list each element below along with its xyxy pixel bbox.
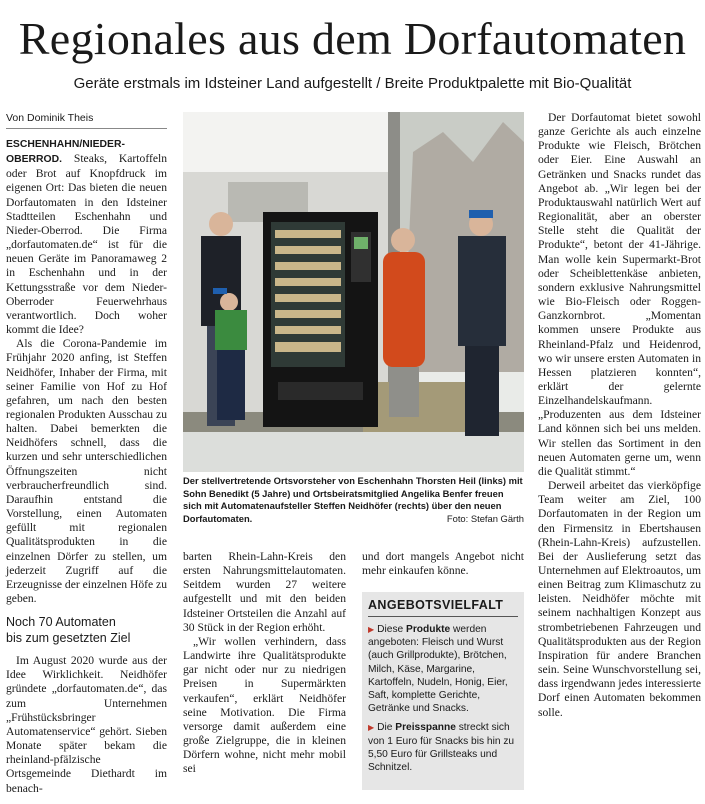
caption-text: Der stellvertretende Ortsvorsteher von Eschenhahn Thorsten Heil (links) mit Sohn Benedikt (5 Jahre) und Ortsbeiratsmitglied Angelika Benfer freuen sich mit Automatenaufsteller Steffen Neidhöfer (rechts) über den neuen Dorfautomaten. [183, 475, 523, 524]
column-2 [183, 550, 346, 777]
column-3 [362, 550, 524, 578]
info-item-2-text: streckt sich von 1 Euro für Snacks bis hin zu 5,50 Euro für Grillsteaks und Schnitzel. [368, 722, 515, 774]
subhead-line-2: bis zum gesetzten Ziel [6, 631, 131, 646]
col1-paragraph-1: Steaks, Kartoffeln oder Brot auf Knopfdruck im eigenen Ort: Das bieten die neuen Dorfautomaten in den Idsteiner Stadtteilen Eschenhahn und Nieder-Oberrod. Die Firma „dorfautomaten.de“ ist für die neuen Geräte im Panoramaweg 2 in Eschenhahn und in der Kettungsstraße vor dem Nieder-Oberroder Feuerwehrhaus verantwortlich. Doch woher kommt die Idee? [6, 152, 167, 337]
col2-paragraph-1: barten Rhein-Lahn-Kreis den ersten Nahrungsmittelautomaten. Seitdem wurden 27 weitere aufgestellt und mit den beiden Idsteiner Ortsteilen die Anzahl auf 30 Stück in der Region erhöht. [183, 550, 346, 634]
dateline: ESCHENHAHN/NIEDER-OBERROD. [6, 139, 125, 166]
triangle-bullet-icon: ▶ [368, 723, 375, 733]
photo-credit: Foto: Stefan Gärth [446, 512, 524, 524]
col1-paragraph-2: Als die Corona-Pandemie im Frühjahr 2020 anfing, ist Steffen Neidhöfer, Inhaber der Firma, mit seiner Familie von Hof zu Hof gefahren, um nach den besten regionalen Produkten Ausschau zu halten. Dabei bemerkten die Neidhöfers schnell, dass die kurzen und sehr unterschiedlichen Öffnungszeiten nicht verbraucherfreundlich sind. Daraufhin entstand die Vorstellung, einen Automaten gefüllt mit regionalen Qualitätsprodukten in die einzelnen Dörfer zu stellen, um jederzeit Zugriff auf die Erzeugnisse der einzelnen Höfe zu geben. [6, 337, 167, 605]
subheadline: Geräte erstmals im Idsteiner Land aufgestellt / Breite Produktpalette mit Bio-Qualität [73, 75, 632, 92]
vending-machine-photo [183, 112, 524, 472]
photo-caption [183, 475, 524, 525]
column-1 [6, 111, 167, 796]
info-item-products [368, 623, 518, 715]
info-item-1-lead: Diese [377, 624, 407, 635]
col1-paragraph-3: Im August 2020 wurde aus der Idee Wirklichkeit. Neidhöfer gründete „dorfautomaten.de“, das zum Unternehmen „Frühstücksbringer Automatenservice“ gehört. Sieben Monate später bekam die rheinland-pfälzische Ortsgemeinde Diethardt im benach- [6, 654, 167, 795]
col4-paragraph-1: Der Dorfautomat bietet sowohl ganze Gerichte als auch einzelne Produkte wie Fleisch, Brötchen oder Eier. Eine Auswahl an Getränken und Snacks rundet das Angebot ab. „Wir legen bei der Produktauswahl natürlich Wert auf Regionalität, aber an oberster Stelle steht die Qualität der Produkte“, betont der 41-Jährige. Man wolle kein Supermarkt-Brot oder Scheiblettenkäse anbieten, sondern exklusive Nahrungsmittel wie Bio-Fleisch oder Roggen-Ganzkornbrot. „Momentan kommen unsere Produkte aus Rheinland-Pfalz und Heidenrod, wo wir unsere ersten Automaten in Hessen platzieren konnten“, erklärt der gelernte Einzelhandelskaufmann. „Produzenten aus dem Idsteiner Land können sich bei uns melden. Wir stellen das Sortiment in den neuen Automaten gerne um, wenn die Qualität stimmt.“ [538, 111, 701, 478]
triangle-bullet-icon: ▶ [368, 625, 375, 634]
article-photo [183, 112, 524, 472]
col3-paragraph-1: und dort mangels Angebot nicht mehr einkaufen könne. [362, 550, 524, 578]
info-item-prices [368, 721, 518, 774]
subhead-line-1: Noch 70 Automaten [6, 615, 116, 630]
section-subhead [6, 614, 167, 646]
column-4 [538, 111, 701, 720]
info-item-2-keyword: Preisspanne [395, 722, 456, 734]
info-box-title: ANGEBOTSVIELFALT [368, 598, 518, 617]
info-item-1-keyword: Produkte [406, 624, 451, 635]
col2-paragraph-2: „Wir wollen verhindern, dass Landwirte ihre Qualitätsprodukte gar nicht oder nur zu niedrigen Preisen in Supermärkten verkaufen“, erklärt Neidhöfer seine Motivation. Die Firma versorge damit außerdem eine große Zielgruppe, die in kleinen Dörfern wohne, nicht mehr mobil sei [183, 634, 346, 776]
info-item-2-lead: Die [377, 722, 396, 734]
byline: Von Dominik Theis [6, 111, 167, 129]
col4-paragraph-2: Derweil arbeitet das vierköpfige Team weiter am Ziel, 100 Dorfautomaten in der Region um den Firmensitz in Ebertshausen (Rhein-Lahn-Kreis) aufzustellen. Bei der Auslieferung setzt das Unternehmen auf Elektroautos, um einen Beitrag zum Klimaschutz zu leisten. Neidhöfer möchte mit seinem nachhaltigen Konzept aus strombetriebenen Fahrzeugen und Qualitätsprodukten aus der Region Inspiration für andere Branchen sein. Seine Wunschvorstellung sei, dass irgendwann jedes interessierte Dorf einen Automaten bekommen solle. [538, 479, 702, 719]
info-box [362, 592, 524, 790]
info-item-1-text: werden angeboten: Fleisch und Wurst (auch Grillprodukte), Brötchen, Milch, Käse, Margarine, Kartoffeln, Nudeln, Honig, Eier, Saft, komplette Gerichte, Getränke und Snacks. [368, 624, 508, 715]
headline: Regionales aus dem Dorfautomaten [18, 13, 687, 64]
